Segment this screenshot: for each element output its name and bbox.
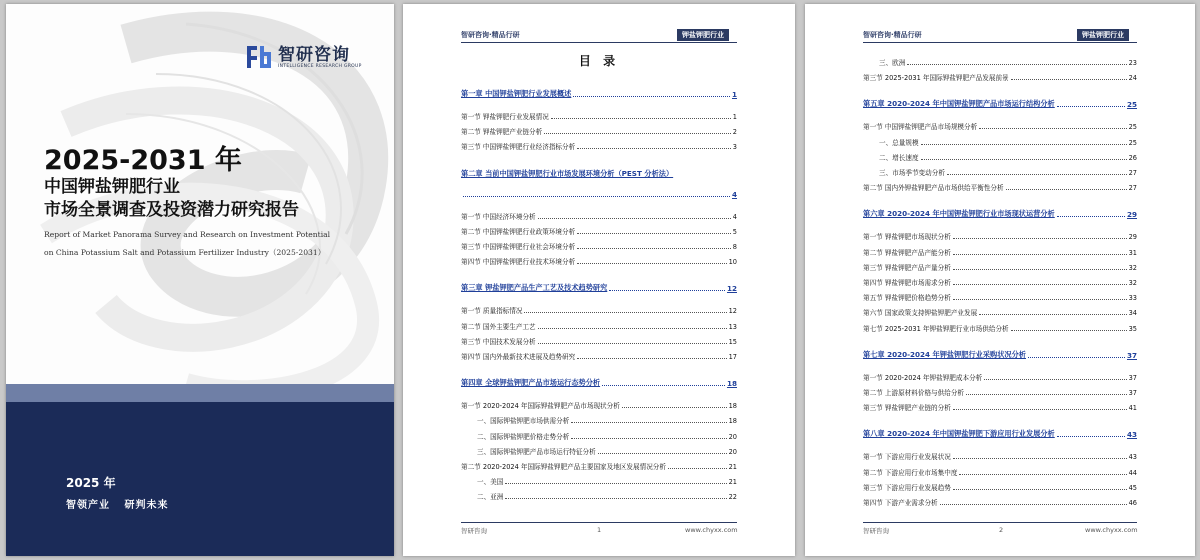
toc-dot-leader: [1057, 436, 1125, 437]
toc-entry-page: 24: [1128, 74, 1137, 83]
toc-chapter-entry[interactable]: [863, 96, 1137, 109]
toc-dot-leader: [1057, 216, 1125, 217]
toc-dot-leader: [953, 489, 1127, 490]
toc-entry-page: 27: [1128, 169, 1137, 177]
toc-section-entry[interactable]: [461, 123, 737, 136]
toc-dot-leader: [577, 248, 731, 249]
toc-dot-leader: [577, 233, 731, 234]
toc-section-entry[interactable]: [863, 320, 1137, 333]
cover-accent-strip: [6, 384, 394, 402]
toc-entry-page: 17: [728, 353, 737, 361]
page-header-left: 智研咨询·精品行研: [461, 31, 520, 39]
toc-entry-page: 10: [728, 258, 737, 267]
toc-dot-leader: [979, 314, 1126, 315]
toc-dot-leader: [959, 474, 1126, 475]
toc-entry-page: 37: [1126, 350, 1137, 360]
toc-dot-leader: [538, 328, 727, 329]
toc-entry-text: 第二节 钾盐钾肥产业链分析: [461, 128, 543, 137]
toc-dot-leader: [1028, 357, 1125, 358]
toc-entry-text: 第二节 下游应用行业市场集中度: [863, 468, 958, 477]
toc-dot-leader: [940, 504, 1127, 505]
toc-entry-text: 第三节 中国技术发展分析: [461, 337, 536, 346]
toc-dot-leader: [966, 394, 1127, 395]
toc-section-entry[interactable]: [461, 253, 737, 266]
footer-brand: 智研咨询: [461, 527, 487, 535]
toc-entry-text: 第五章 2020-2024 年中国钾盐钾肥产品市场运行结构分析: [863, 99, 1055, 109]
toc-section-entry[interactable]: [879, 149, 1137, 162]
footer-page-number: 1: [597, 526, 602, 534]
toc-dot-leader: [947, 174, 1127, 175]
toc-entry-page: 31: [1128, 248, 1137, 257]
toc-entry-page: 29: [1128, 233, 1137, 242]
toc-dot-leader: [524, 312, 726, 313]
toc-section-entry[interactable]: [863, 494, 1137, 507]
toc-entry-text: 第四节 国内外最新技术进展及趋势研究: [461, 353, 576, 361]
toc-section-entry[interactable]: [461, 108, 737, 121]
toc-entry-text: 第一节 2020-2024 年钾盐钾肥成本分析: [863, 373, 983, 382]
cover-year-range: 2025-2031 年: [44, 145, 242, 176]
footer-divider: [461, 522, 737, 523]
toc-entry-text: 二、国际钾盐钾肥价格走势分析: [477, 432, 570, 441]
toc-entry-page: 8: [732, 243, 737, 251]
toc-dot-leader: [538, 343, 727, 344]
report-cover-page: [6, 4, 394, 556]
toc-entry-text: 第五节 钾盐钾肥价格趋势分析: [863, 294, 951, 303]
toc-page-2: [805, 4, 1195, 556]
toc-entry-page: 12: [728, 307, 737, 316]
header-divider: [863, 42, 1137, 43]
toc-entry-text: 第二节 2020-2024 年国际钾盐钾肥产品主要国家及地区发展情况分析: [461, 463, 666, 471]
logo-mark-icon: [246, 44, 272, 70]
toc-entry-text: 第三节 中国钾盐钾肥行业社会环境分析: [461, 243, 576, 251]
toc-section-entry[interactable]: [461, 138, 737, 151]
toc-section-entry[interactable]: [863, 479, 1137, 492]
toc-entry-text: 三、市场季节变动分析: [879, 169, 945, 177]
toc-entry-page: 5: [732, 227, 737, 236]
toc-entry-text: 第二节 国外主要生产工艺: [461, 322, 536, 331]
logo-chinese-name: 智研咨询: [278, 44, 350, 65]
toc-entry-text: 第二节 国内外钾盐钾肥产品市场供给平衡性分析: [863, 184, 1004, 193]
toc-dot-leader: [1057, 106, 1125, 107]
toc-entry-text: 一、总量规模: [879, 138, 919, 147]
toc-dot-leader: [577, 263, 726, 264]
toc-entry-page: 23: [1128, 59, 1137, 67]
toc-entry-page: 1: [731, 90, 737, 99]
toc-section-entry[interactable]: [477, 473, 737, 486]
footer-page-number: 2: [999, 526, 1004, 534]
toc-dot-leader: [505, 483, 726, 484]
toc-entry-page: 13: [728, 322, 737, 331]
toc-entry-page: 15: [728, 337, 737, 346]
toc-dot-leader: [505, 498, 726, 499]
toc-section-entry[interactable]: [863, 399, 1137, 412]
toc-entry-page: 45: [1128, 483, 1137, 492]
toc-entry-page: 33: [1128, 294, 1137, 303]
cover-title-line-2: 市场全景调查及投资潜力研究报告: [44, 200, 299, 220]
toc-entry-page: 18: [728, 417, 737, 426]
toc-entry-text: 二、亚洲: [477, 493, 504, 502]
toc-dot-leader: [1006, 189, 1127, 190]
toc-chapter-entry[interactable]: [863, 347, 1137, 360]
toc-section-entry[interactable]: [863, 69, 1137, 82]
toc-entry-page: 4: [731, 189, 737, 199]
toc-entry-page: 37: [1128, 389, 1137, 397]
cover-slogan-part-2: 研判未来: [124, 500, 169, 511]
toc-entry-text: 第一节 钾盐钾肥市场现状分析: [863, 233, 951, 242]
toc-section-entry[interactable]: [461, 333, 737, 346]
toc-entry-page: 37: [1128, 373, 1137, 382]
toc-dot-leader: [953, 299, 1127, 300]
toc-entry-text: 第二节 中国钾盐钾肥行业政策环境分析: [461, 227, 576, 236]
toc-dot-leader: [921, 144, 1127, 145]
toc-section-entry[interactable]: [863, 274, 1137, 287]
toc-entry-text: 第三节 2025-2031 年国际钾盐钾肥产品发展前景: [863, 74, 1009, 83]
toc-entry-page: 41: [1128, 404, 1137, 413]
cover-title-line-1: 中国钾盐钾肥行业: [44, 177, 180, 197]
toc-entry-text: 第八章 2020-2024 年中国钾盐钾肥下游应用行业发展分析: [863, 429, 1055, 439]
toc-entry-text: 第一节 下游应用行业发展状况: [863, 453, 951, 462]
toc-section-entry[interactable]: [863, 304, 1137, 317]
toc-section-entry[interactable]: [461, 458, 737, 471]
toc-section-entry[interactable]: [461, 348, 737, 361]
toc-entry-page: 18: [726, 379, 737, 389]
toc-entry-text: 第三节 钾盐钾肥产业链的分析: [863, 404, 951, 413]
toc-section-entry[interactable]: [863, 259, 1137, 272]
toc-section-entry[interactable]: [879, 54, 1137, 67]
toc-entry-text: 二、增长速度: [879, 153, 919, 162]
toc-section-entry[interactable]: [461, 397, 737, 410]
toc-entry-text: 第四节 下游产业需求分析: [863, 499, 938, 507]
toc-entry-page: 25: [1128, 138, 1137, 147]
toc-dot-leader: [577, 148, 731, 149]
cover-title: [44, 176, 299, 222]
toc-section-entry[interactable]: [879, 164, 1137, 177]
toc-dot-leader: [622, 407, 727, 408]
toc-entry-page: 27: [1128, 184, 1137, 193]
company-logo: [246, 44, 362, 70]
toc-section-entry[interactable]: [461, 302, 737, 315]
toc-entry-page: 46: [1128, 499, 1137, 507]
toc-section-entry[interactable]: [863, 244, 1137, 257]
toc-section-entry[interactable]: [477, 443, 737, 456]
toc-entry-page: 3: [732, 143, 737, 152]
toc-entry-text: 第二章 当前中国钾盐钾肥行业市场发展环境分析（PEST 分析法）: [461, 168, 674, 178]
toc-dot-leader: [551, 118, 731, 119]
toc-entry-page: 43: [1128, 453, 1137, 462]
toc-entry-text: 第四章 全球钾盐钾肥产品市场运行态势分析: [461, 378, 601, 388]
toc-chapter-entry[interactable]: [461, 86, 737, 99]
toc-chapter-entry[interactable]: [461, 166, 737, 179]
toc-dot-leader: [953, 238, 1127, 239]
toc-dot-leader: [463, 196, 730, 197]
toc-entry-page: 20: [728, 432, 737, 441]
toc-entry-page: 26: [1128, 153, 1137, 162]
toc-entry-page: 21: [728, 463, 737, 471]
page-header-badge: 钾盐钾肥行业: [677, 29, 729, 41]
cover-slogan-part-1: 智领产业: [66, 500, 110, 511]
toc-entry-page: 20: [728, 447, 737, 456]
toc-dot-leader: [921, 159, 1127, 160]
toc-chapter-entry[interactable]: [461, 186, 737, 199]
cover-english-title: [44, 226, 344, 262]
footer-brand: 智研咨询: [863, 527, 889, 535]
toc-entry-text: 三、国际钾盐钾肥产品市场运行特征分析: [477, 447, 596, 456]
toc-section-entry[interactable]: [863, 384, 1137, 397]
toc-entry-text: 第一节 中国钾盐钾肥产品市场规模分析: [863, 123, 978, 132]
toc-section-entry[interactable]: [863, 289, 1137, 302]
toc-entry-text: 第二节 上游原材料价格与供给分析: [863, 389, 965, 397]
toc-entry-text: 第四节 中国钾盐钾肥行业技术环境分析: [461, 258, 576, 267]
toc-section-entry[interactable]: [461, 318, 737, 331]
cover-publish-year: 2025 年: [66, 476, 116, 490]
toc-entry-text: 第六章 2020-2024 年中国钾盐钾肥行业市场现状运营分析: [863, 209, 1055, 219]
toc-entry-page: 43: [1126, 430, 1137, 440]
header-divider: [461, 42, 737, 43]
logo-english-name: INTELLIGENCE RESEARCH GROUP: [278, 63, 362, 69]
toc-dot-leader: [577, 358, 726, 359]
toc-section-entry[interactable]: [863, 448, 1137, 461]
toc-entry-text: 第一节 质量指标情况: [461, 307, 523, 316]
toc-dot-leader: [598, 453, 727, 454]
toc-entry-page: 29: [1126, 210, 1137, 220]
toc-entry-page: 2: [732, 128, 737, 137]
toc-entry-text: 第三节 中国钾盐钾肥行业经济指标分析: [461, 143, 576, 152]
toc-entry-text: 第一节 2020-2024 年国际钾盐钾肥产品市场现状分析: [461, 402, 620, 411]
toc-chapter-entry[interactable]: [461, 280, 737, 293]
toc-dot-leader: [953, 458, 1127, 459]
toc-section-entry[interactable]: [863, 228, 1137, 241]
cover-english-line-1: Report of Market Panorama Survey and Research on Investment Potential: [44, 230, 331, 239]
toc-dot-leader: [544, 133, 731, 134]
toc-dot-leader: [907, 64, 1126, 65]
toc-entry-page: 35: [1128, 324, 1137, 333]
toc-page-1: [403, 4, 795, 556]
cover-english-line-2: on China Potassium Salt and Potassium Fertilizer Industry（2025-2031）: [44, 248, 326, 257]
toc-chapter-entry[interactable]: [461, 375, 737, 388]
toc-entry-page: 4: [732, 212, 737, 221]
toc-entry-page: 32: [1128, 279, 1137, 287]
toc-entry-page: 25: [1126, 100, 1137, 110]
toc-entry-text: 一、美国: [477, 478, 504, 487]
toc-dot-leader: [953, 284, 1127, 285]
toc-dot-leader: [609, 290, 725, 291]
toc-entry-page: 22: [728, 493, 737, 502]
footer-website: www.chyxx.com: [1085, 526, 1138, 534]
toc-dot-leader: [1011, 330, 1127, 331]
toc-entry-page: 12: [726, 284, 737, 294]
toc-dot-leader: [953, 254, 1127, 255]
toc-section-entry[interactable]: [477, 488, 737, 501]
toc-entry-text: 第四节 钾盐钾肥市场需求分析: [863, 279, 951, 287]
toc-dot-leader: [668, 468, 727, 469]
toc-section-entry[interactable]: [863, 118, 1137, 131]
toc-section-entry[interactable]: [461, 223, 737, 236]
toc-entry-page: 32: [1128, 263, 1137, 272]
footer-website: www.chyxx.com: [685, 526, 738, 534]
toc-dot-leader: [571, 438, 726, 439]
toc-dot-leader: [1011, 79, 1127, 80]
toc-chapter-entry[interactable]: [863, 426, 1137, 439]
toc-entry-page: 1: [732, 113, 737, 121]
toc-section-entry[interactable]: [879, 134, 1137, 147]
toc-entry-text: 第六节 国家政策支持钾盐钾肥产业发展: [863, 309, 978, 318]
toc-title: 目 录: [578, 54, 620, 68]
toc-entry-page: 44: [1128, 468, 1137, 477]
toc-chapter-entry[interactable]: [863, 206, 1137, 219]
page-header-badge: 钾盐钾肥行业: [1077, 29, 1129, 41]
toc-section-entry[interactable]: [863, 464, 1137, 477]
toc-section-entry[interactable]: [461, 208, 737, 221]
toc-entry-page: 34: [1128, 309, 1137, 318]
toc-dot-leader: [571, 422, 726, 423]
toc-dot-leader: [953, 269, 1127, 270]
cover-slogan: [66, 496, 178, 511]
page-header-left: 智研咨询·精品行研: [863, 31, 922, 39]
toc-entry-text: 第七章 2020-2024 年钾盐钾肥行业采购状况分析: [863, 349, 1026, 359]
toc-entry-text: 第一节 中国经济环境分析: [461, 212, 536, 221]
toc-entry-page: 21: [728, 478, 737, 487]
toc-dot-leader: [984, 379, 1126, 380]
toc-section-entry[interactable]: [477, 428, 737, 441]
toc-entry-text: 第一节 钾盐钾肥行业发展情况: [461, 113, 549, 121]
toc-dot-leader: [602, 385, 725, 386]
toc-dot-leader: [538, 218, 731, 219]
toc-section-entry[interactable]: [461, 238, 737, 251]
toc-entry-text: 第七节 2025-2031 年钾盐钾肥行业市场供给分析: [863, 324, 1009, 333]
toc-section-entry[interactable]: [863, 179, 1137, 192]
toc-dot-leader: [573, 96, 730, 97]
toc-entry-text: 第三节 钾盐钾肥产品产量分析: [863, 263, 951, 272]
toc-dot-leader: [979, 128, 1126, 129]
toc-entry-page: 25: [1128, 123, 1137, 132]
cover-footer-band: [6, 402, 394, 556]
toc-section-entry[interactable]: [863, 369, 1137, 382]
toc-entry-text: 第一章 中国钾盐钾肥行业发展概述: [461, 89, 572, 98]
toc-entry-page: 18: [728, 402, 737, 411]
toc-dot-leader: [953, 409, 1127, 410]
toc-entry-text: 三、欧洲: [879, 59, 906, 67]
toc-entry-text: 一、国际钾盐钾肥市场供需分析: [477, 417, 570, 426]
toc-entry-text: 第二节 钾盐钾肥产品产能分析: [863, 248, 951, 257]
toc-section-entry[interactable]: [477, 412, 737, 425]
toc-entry-text: 第三章 钾盐钾肥产品生产工艺及技术趋势研究: [461, 283, 608, 293]
toc-entry-text: 第三节 下游应用行业发展趋势: [863, 483, 951, 492]
footer-divider: [863, 522, 1137, 523]
